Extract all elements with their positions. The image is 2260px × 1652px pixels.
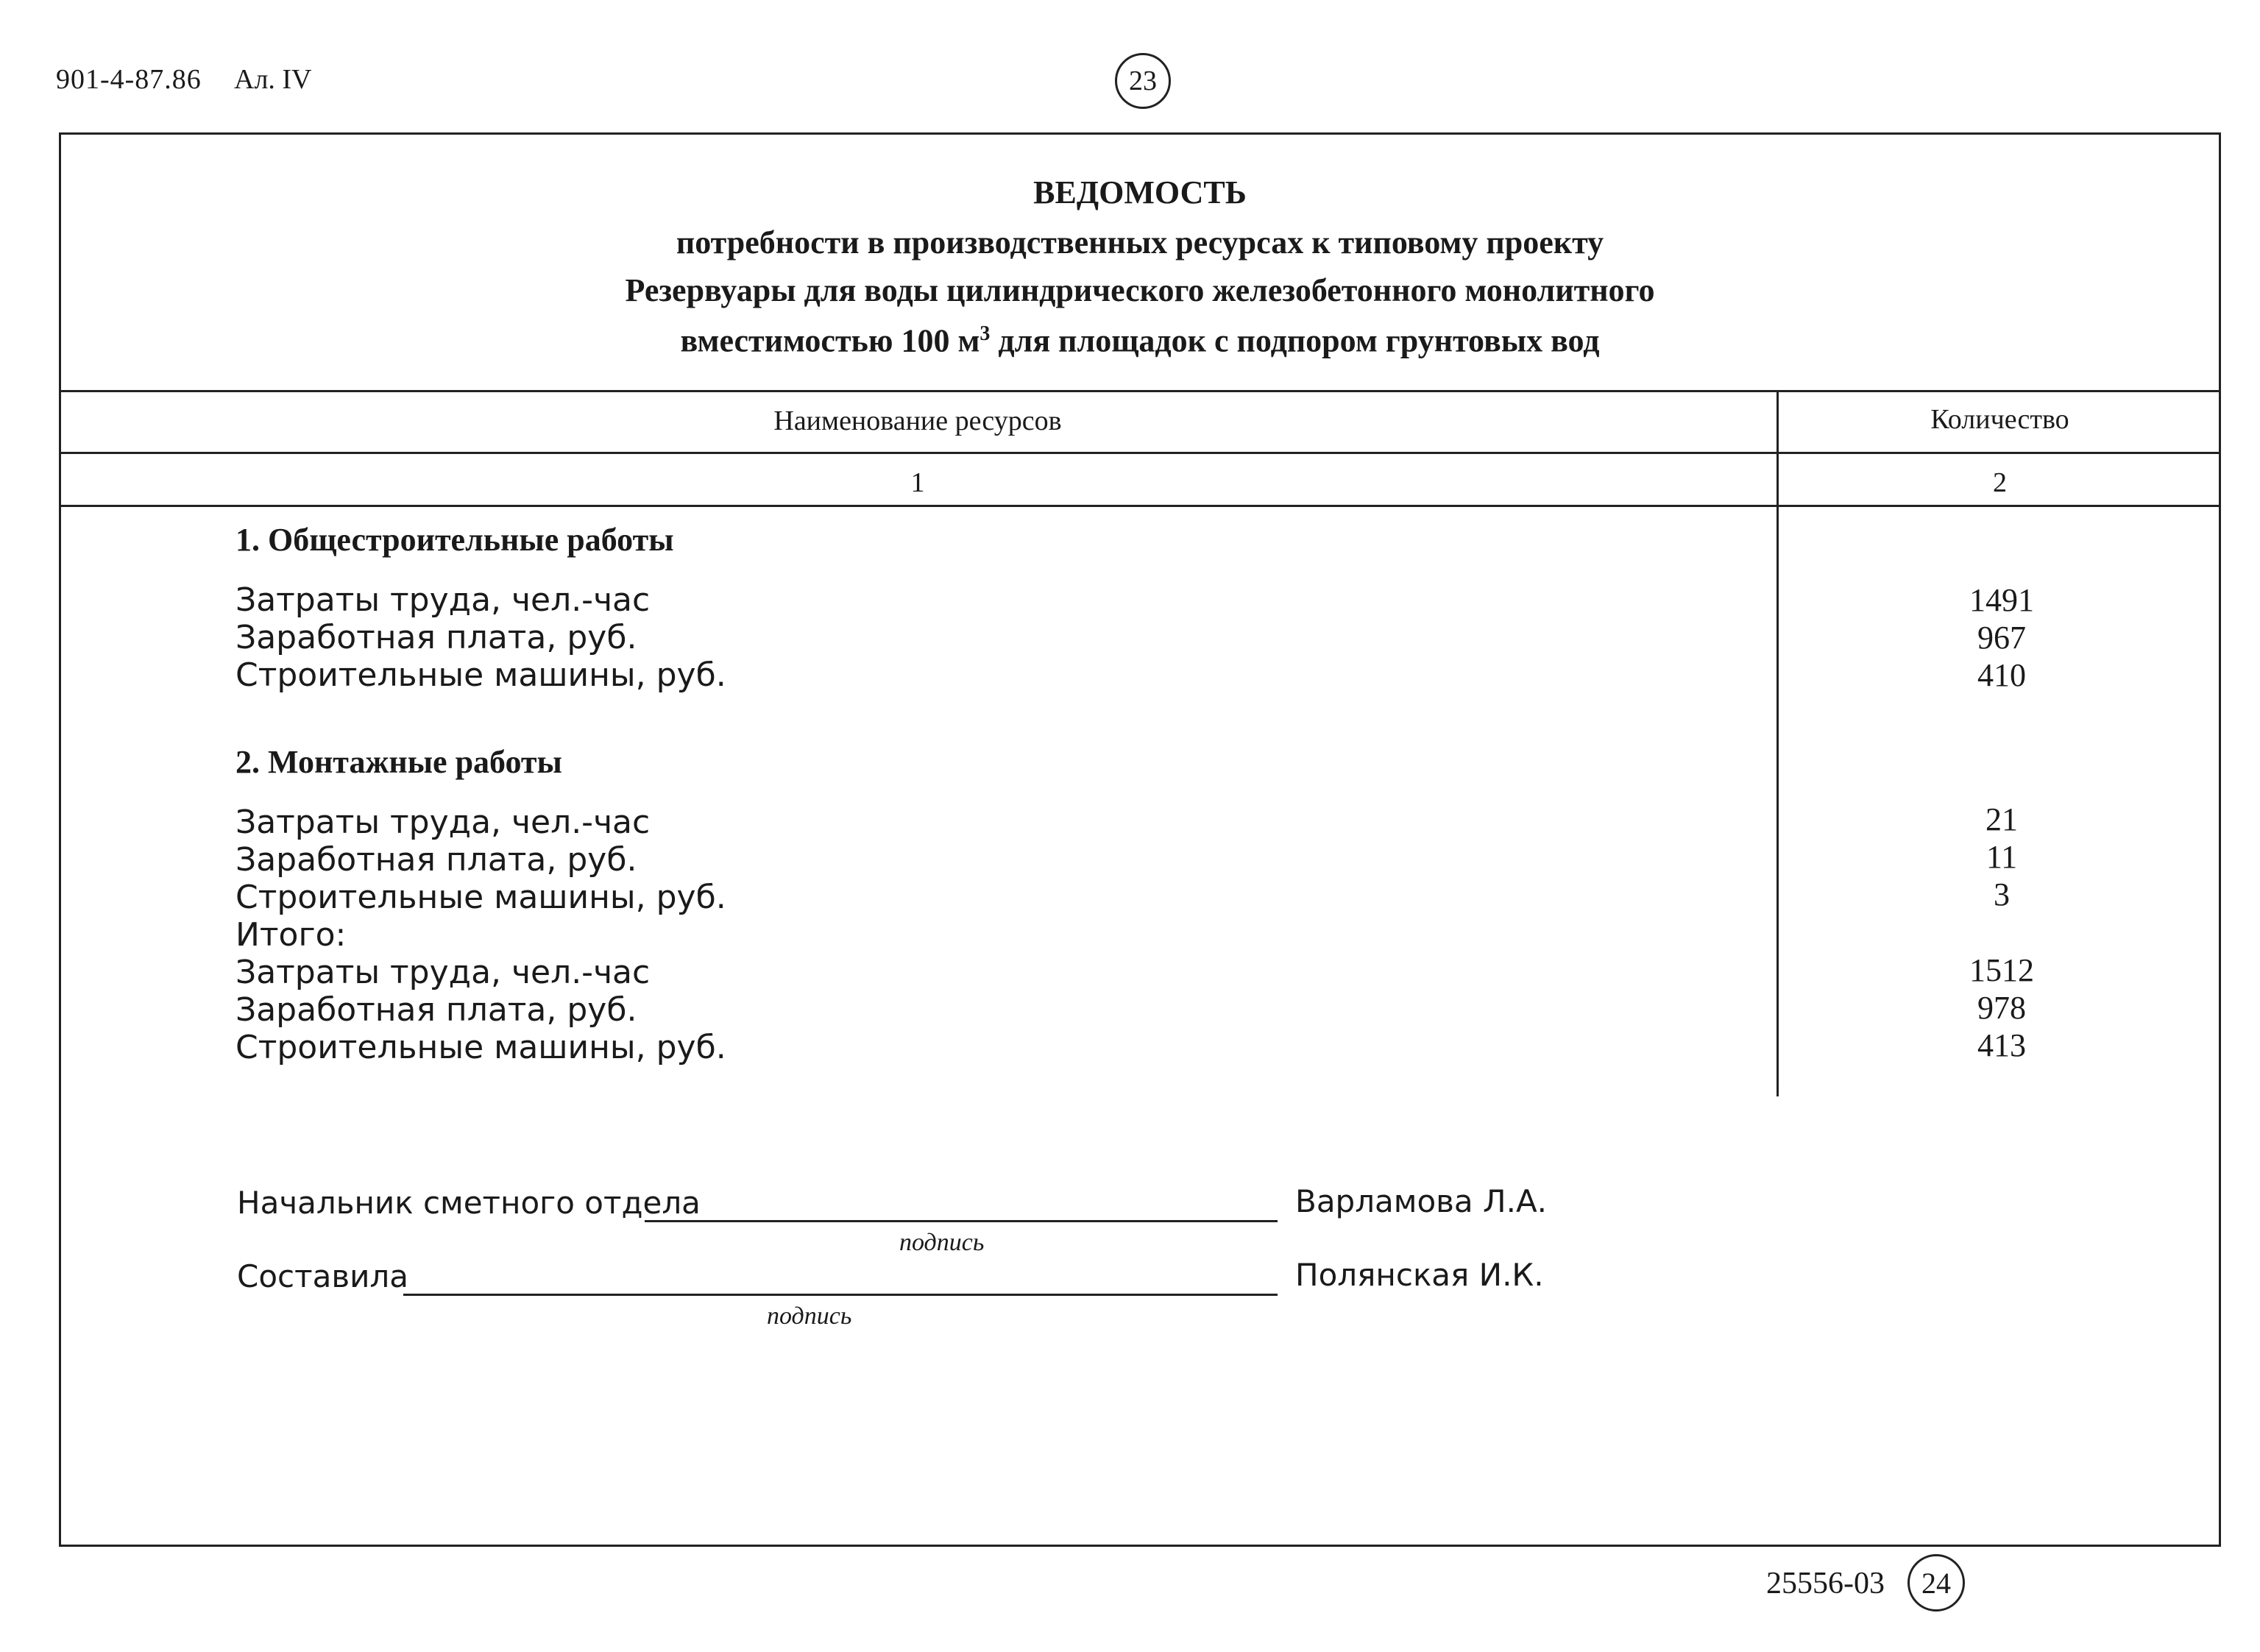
row-value: 21 <box>1986 801 2018 837</box>
title-line-4-post: для площадок с подпором грунтовых вод <box>990 322 1600 359</box>
title-line-3: Резервуары для воды цилиндрического железобетонного монолитного <box>625 272 1655 308</box>
row-label: Строительные машины, руб. <box>235 656 726 694</box>
signature-caption: подпись <box>767 1302 852 1330</box>
row-value: 1491 <box>1969 582 2034 618</box>
signature-role: Составила <box>237 1258 408 1294</box>
row-value: 11 <box>1986 839 2018 875</box>
column-number-2: 2 <box>1993 467 2007 498</box>
page-number-text: 23 <box>1129 65 1157 96</box>
footer-page-number <box>1907 1554 1965 1612</box>
column-header-quantity: Количество <box>1930 404 2069 435</box>
row-label: Затраты труда, чел.-час <box>235 804 651 841</box>
column-header-name: Наименование ресурсов <box>773 405 1062 436</box>
table-top-rule <box>59 390 2221 392</box>
signature-name: Варламова Л.А. <box>1295 1183 1548 1219</box>
row-label: Строительные машины, руб. <box>235 879 726 916</box>
row-value: 3 <box>1994 876 2010 912</box>
title-line-4-sup: 3 <box>980 322 991 345</box>
signature-role: Начальник сметного отдела <box>237 1185 701 1221</box>
title-line-2: потребности в производственных ресурсах к типовому проекту <box>676 224 1604 260</box>
footer-code: 25556-03 <box>1766 1567 1885 1600</box>
row-label: Затраты труда, чел.-час <box>235 954 651 991</box>
title-line-4 <box>59 312 2221 364</box>
total-heading: Итого: <box>235 916 347 954</box>
footer-page-number-text: 24 <box>1921 1566 1951 1600</box>
signature-caption: подпись <box>899 1229 985 1256</box>
header-rule <box>59 452 2221 454</box>
row-label: Заработная плата, руб. <box>235 619 637 656</box>
row-label: Заработная плата, руб. <box>235 841 637 879</box>
title-line-4-pre: вместимостью 100 м <box>680 322 980 359</box>
row-value: 413 <box>1977 1027 2026 1063</box>
row-label: Затраты труда, чел.-час <box>235 581 651 619</box>
column-number-rule <box>59 505 2221 507</box>
row-value: 410 <box>1977 657 2026 693</box>
row-label: Строительные машины, руб. <box>235 1029 726 1066</box>
document-code: 901-4-87.86 <box>56 64 202 95</box>
row-value: 967 <box>1977 620 2026 656</box>
title-line-1: ВЕДОМОСТЬ <box>1033 174 1247 210</box>
signature-name: Полянская И.К. <box>1295 1257 1544 1293</box>
row-label: Заработная плата, руб. <box>235 991 637 1029</box>
row-value: 978 <box>1977 990 2026 1026</box>
row-value: 1512 <box>1969 952 2034 988</box>
section-heading: 2. Монтажные работы <box>235 744 562 780</box>
signature-line <box>645 1220 1278 1222</box>
signature-line <box>403 1294 1278 1296</box>
document-title <box>59 169 2221 364</box>
page-number <box>1115 53 1171 109</box>
sheet-code: Ал. IV <box>234 64 312 95</box>
section-heading: 1. Общестроительные работы <box>235 522 674 558</box>
column-number-1: 1 <box>910 467 925 498</box>
